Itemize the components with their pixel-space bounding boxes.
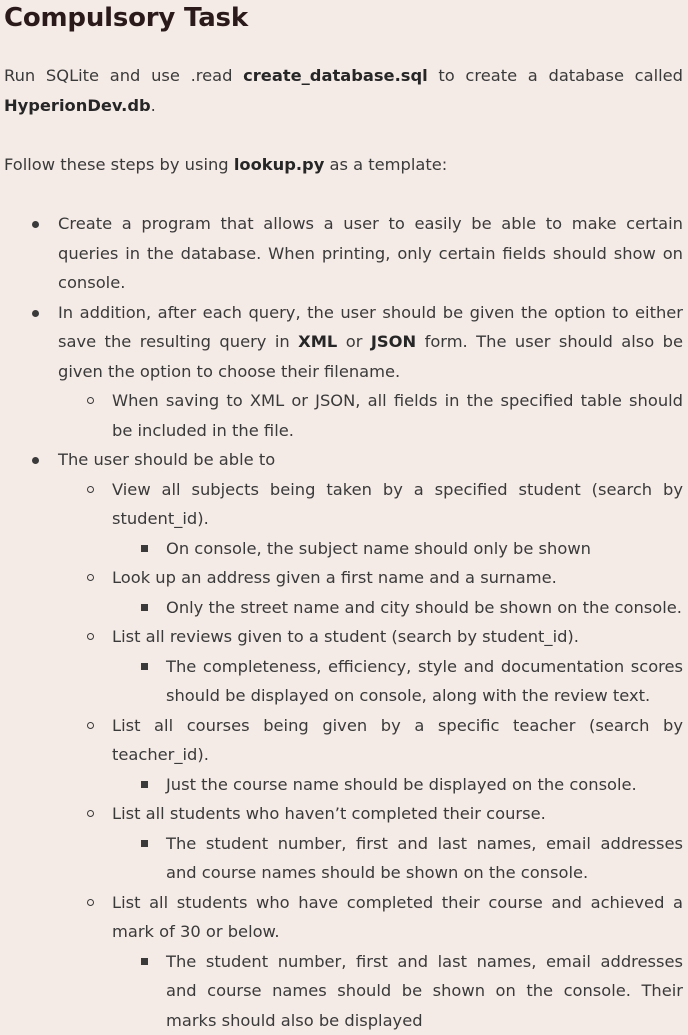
item-text: form. The user should also be given the option to choose their filename.	[58, 332, 683, 381]
list-item	[4, 445, 683, 1035]
follow-text-1: Follow these steps by using	[4, 155, 234, 174]
sql-file-name: create_database.sql	[243, 66, 428, 85]
intro-paragraph	[4, 61, 683, 120]
sub-list-item	[58, 799, 683, 888]
sub-item-text: List all reviews given to a student (search by student_id).	[112, 627, 579, 646]
detail-text: The student number, first and last names, email addresses and course names should be shown on the console.	[166, 834, 683, 883]
detail-text: The completeness, efficiency, style and documentation scores should be displayed on console, along with the review text.	[166, 657, 683, 706]
detail-list	[112, 593, 683, 623]
sub-list-item	[58, 386, 683, 445]
sub-list-item	[58, 475, 683, 564]
detail-text: Only the street name and city should be shown on the console.	[166, 598, 682, 617]
detail-list	[112, 770, 683, 800]
item-text: The user should be able to	[58, 450, 275, 469]
sub-item-text: View all subjects being taken by a specified student (search by student_id).	[112, 480, 683, 529]
detail-item	[112, 593, 683, 623]
sub-item-text: When saving to XML or JSON, all fields in the specified table should be included in the file.	[112, 391, 683, 440]
detail-item	[112, 947, 683, 1035]
page-title: Compulsory Task	[4, 0, 248, 36]
list-item	[4, 209, 683, 298]
detail-item	[112, 770, 683, 800]
detail-text: Just the course name should be displayed on the console.	[166, 775, 637, 794]
detail-item	[112, 534, 683, 564]
detail-item	[112, 652, 683, 711]
list-item	[4, 298, 683, 446]
intro-text-2: to create a database called	[428, 66, 683, 85]
detail-text: The student number, first and last names, email addresses and course names should be shown on the console. Their marks should also be displayed	[166, 952, 683, 1030]
json-format: JSON	[371, 332, 416, 351]
detail-item	[112, 829, 683, 888]
follow-text-2: as a template:	[324, 155, 447, 174]
intro-text-3: .	[151, 96, 156, 115]
intro-text-1: Run SQLite and use .read	[4, 66, 243, 85]
sub-list-item	[58, 563, 683, 622]
database-name: HyperionDev.db	[4, 96, 151, 115]
sub-list-item	[58, 622, 683, 711]
item-text: In addition, after each query, the user should be given the option to either save the resulting query in	[58, 303, 683, 352]
detail-list	[112, 652, 683, 711]
task-list	[4, 209, 683, 1035]
follow-paragraph	[4, 150, 683, 180]
sub-item-text: Look up an address given a first name and a surname.	[112, 568, 557, 587]
template-file-name: lookup.py	[234, 155, 324, 174]
sub-list	[58, 475, 683, 1035]
sub-item-text: List all students who haven’t completed their course.	[112, 804, 546, 823]
sub-list-item	[58, 888, 683, 1035]
detail-text: On console, the subject name should only be shown	[166, 539, 591, 558]
detail-list	[112, 829, 683, 888]
item-text: or	[337, 332, 371, 351]
detail-list	[112, 534, 683, 564]
sub-list-item	[58, 711, 683, 800]
sub-item-text: List all students who have completed their course and achieved a mark of 30 or below.	[112, 893, 683, 942]
sub-item-text: List all courses being given by a specific teacher (search by teacher_id).	[112, 716, 683, 765]
xml-format: XML	[298, 332, 337, 351]
item-text: Create a program that allows a user to easily be able to make certain queries in the database. When printing, only certain fields should show on console.	[58, 214, 683, 292]
detail-list	[112, 947, 683, 1035]
sub-list	[58, 386, 683, 445]
